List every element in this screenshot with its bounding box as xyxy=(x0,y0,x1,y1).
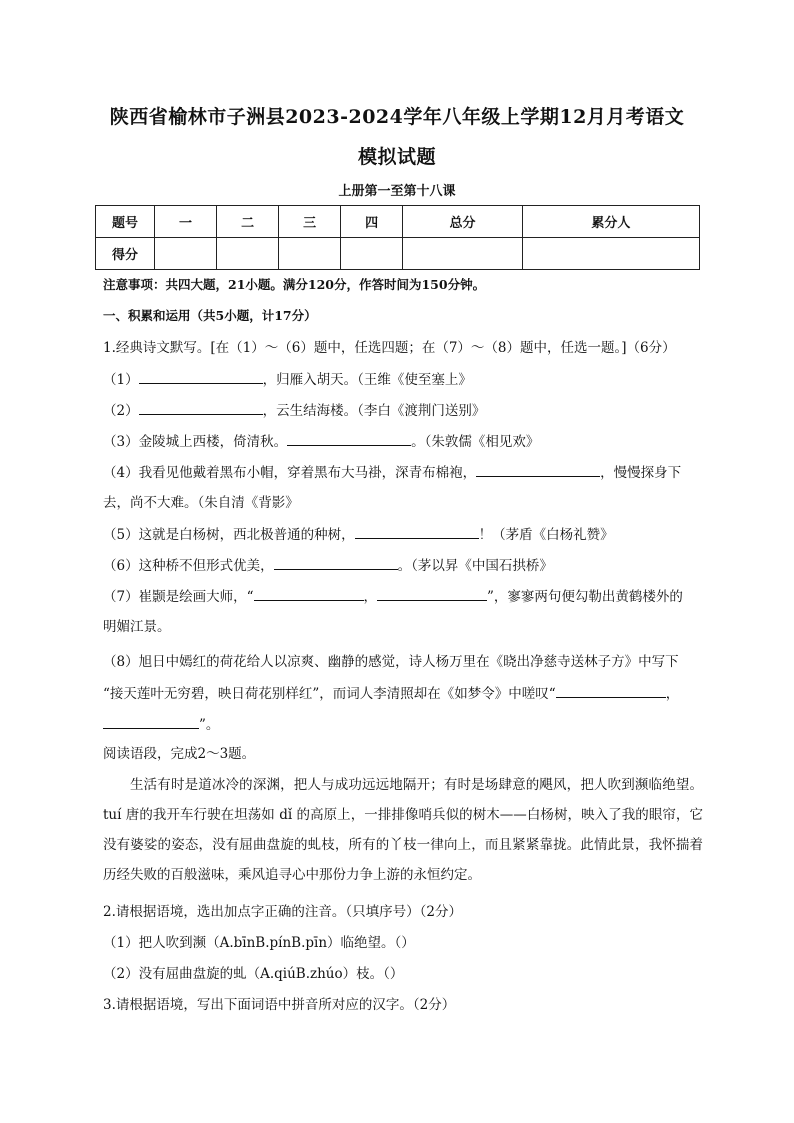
score-input-cell[interactable] xyxy=(217,238,279,270)
q1-item-5 xyxy=(103,524,614,545)
item-text: ，慢慢探身下 xyxy=(600,465,682,481)
item-number: （1） xyxy=(103,372,139,388)
score-cell-section4: 四 xyxy=(341,206,403,238)
q1-item-2 xyxy=(103,400,485,421)
answer-blank[interactable] xyxy=(355,524,479,539)
reading-passage: 生活有时是道冰冷的深渊，把人与成功远远地隔开；有时是场肆意的飓风，把人吹到濒临绝望。tuí 唐的我开车行驶在坦荡如 dǐ 的高原上，一排排像哨兵似的树木——白杨树，映入了我的眼帘，它没有婆娑的姿态，没有屈曲盘旋的虬枝，所有的丫枝一律向上，而且紧紧靠拢。此情此景，我怀揣着历经失败的百般滋味，乘风追寻心中那份力争上游的永恒约定。 xyxy=(103,777,703,883)
item-text: ， xyxy=(665,686,680,702)
score-input-cell[interactable] xyxy=(403,238,523,270)
item-text: ”。 xyxy=(199,717,220,733)
answer-blank[interactable] xyxy=(274,555,398,570)
score-input-cell[interactable] xyxy=(279,238,341,270)
exam-title-line1: 陕西省榆林市子洲县2023-2024学年八年级上学期12月月考语文 xyxy=(109,106,685,128)
q1-item-1 xyxy=(103,369,472,390)
q1-item-7 xyxy=(103,586,683,607)
q2-item-2: （2）没有屈曲盘旋的虬（A.qiúB.zhúo）枝。（） xyxy=(103,966,404,982)
item-text: （3）金陵城上西楼，倚清秋。 xyxy=(103,434,288,450)
q1-item-7-continued: 明媚江景。 xyxy=(103,619,171,635)
item-text: ， xyxy=(363,589,377,605)
item-text: 。（茅以昇《中国石拱桥》 xyxy=(397,558,553,574)
q2-prompt: 2.请根据语境，选出加点字正确的注音。（只填序号）（2分） xyxy=(103,904,462,920)
item-text: ”，寥寥两句便勾勒出黄鹤楼外的 xyxy=(487,589,683,605)
item-text: ，归雁入胡天。（王维《使至塞上》 xyxy=(262,372,472,388)
q1-item-6 xyxy=(103,555,553,576)
score-row-label: 得分 xyxy=(96,238,155,270)
item-text: （5）这就是白杨树，西北极普通的种树， xyxy=(103,527,355,543)
q1-item-8-line1: （8）旭日中嫣红的荷花给人以凉爽、幽静的感觉，诗人杨万里在《晓出净慈寺送林子方》中写下 xyxy=(103,654,679,670)
score-input-cell[interactable] xyxy=(341,238,403,270)
q1-item-8-line2 xyxy=(103,683,679,704)
item-text: ！（茅盾《白杨礼赞》 xyxy=(478,527,614,543)
score-cell-total: 总分 xyxy=(403,206,523,238)
q1-item-4 xyxy=(103,462,681,483)
item-text: （4）我看见他戴着黑布小帽，穿着黑布大马褂，深青布棉袍， xyxy=(103,465,477,481)
item-text: ，云生结海楼。（李白《渡荆门送别》 xyxy=(262,403,486,419)
answer-blank[interactable] xyxy=(476,462,600,477)
item-text: “接天莲叶无穷碧，映日荷花别样红”，而词人李清照却在《如梦令》中嗟叹“ xyxy=(103,686,556,702)
score-cell-section3: 三 xyxy=(279,206,341,238)
score-cell-grader: 累分人 xyxy=(522,206,699,238)
answer-blank[interactable] xyxy=(103,714,199,729)
reading-intro: 阅读语段，完成2～3题。 xyxy=(103,746,256,762)
exam-title-line2: 模拟试题 xyxy=(357,146,436,168)
score-table-score-row xyxy=(96,238,700,270)
section1-heading: 一、积累和运用（共5小题，计17分） xyxy=(103,308,317,323)
item-number: （2） xyxy=(103,403,139,419)
score-cell-section2: 二 xyxy=(217,206,279,238)
q1-item-3 xyxy=(103,431,539,452)
q1-intro: 1.经典诗文默写。[在（1）～（6）题中，任选四题；在（7）～（8）题中，任选一题。]（6分） xyxy=(103,340,676,356)
score-table xyxy=(95,205,700,270)
answer-blank[interactable] xyxy=(377,586,487,601)
score-cell-section1: 一 xyxy=(155,206,217,238)
answer-blank[interactable] xyxy=(287,431,411,446)
q1-item-8-line3 xyxy=(103,714,219,735)
q3-prompt: 3.请根据语境，写出下面词语中拼音所对应的汉字。（2分） xyxy=(103,997,456,1013)
score-input-cell[interactable] xyxy=(155,238,217,270)
q1-item-4-continued: 去，尚不大难。（朱自清《背影》 xyxy=(103,495,299,511)
score-table-header-row xyxy=(96,206,700,238)
item-text: （7）崔颢是绘画大师，“ xyxy=(103,589,254,605)
answer-blank[interactable] xyxy=(254,586,364,601)
answer-blank[interactable] xyxy=(556,683,666,698)
q2-item-1: （1）把人吹到濒（A.bīnB.pínB.pīn）临绝望。（） xyxy=(103,935,415,951)
exam-scope: 上册第一至第十八课 xyxy=(338,184,456,199)
answer-blank[interactable] xyxy=(139,400,263,415)
score-input-cell[interactable] xyxy=(522,238,699,270)
answer-blank[interactable] xyxy=(139,369,263,384)
exam-notice: 注意事项：共四大题，21小题。满分120分，作答时间为150分钟。 xyxy=(103,277,486,292)
item-text: 。（朱敦儒《相见欢》 xyxy=(411,434,540,450)
item-text: （6）这种桥不但形式优美， xyxy=(103,558,274,574)
score-cell-label: 题号 xyxy=(96,206,155,238)
